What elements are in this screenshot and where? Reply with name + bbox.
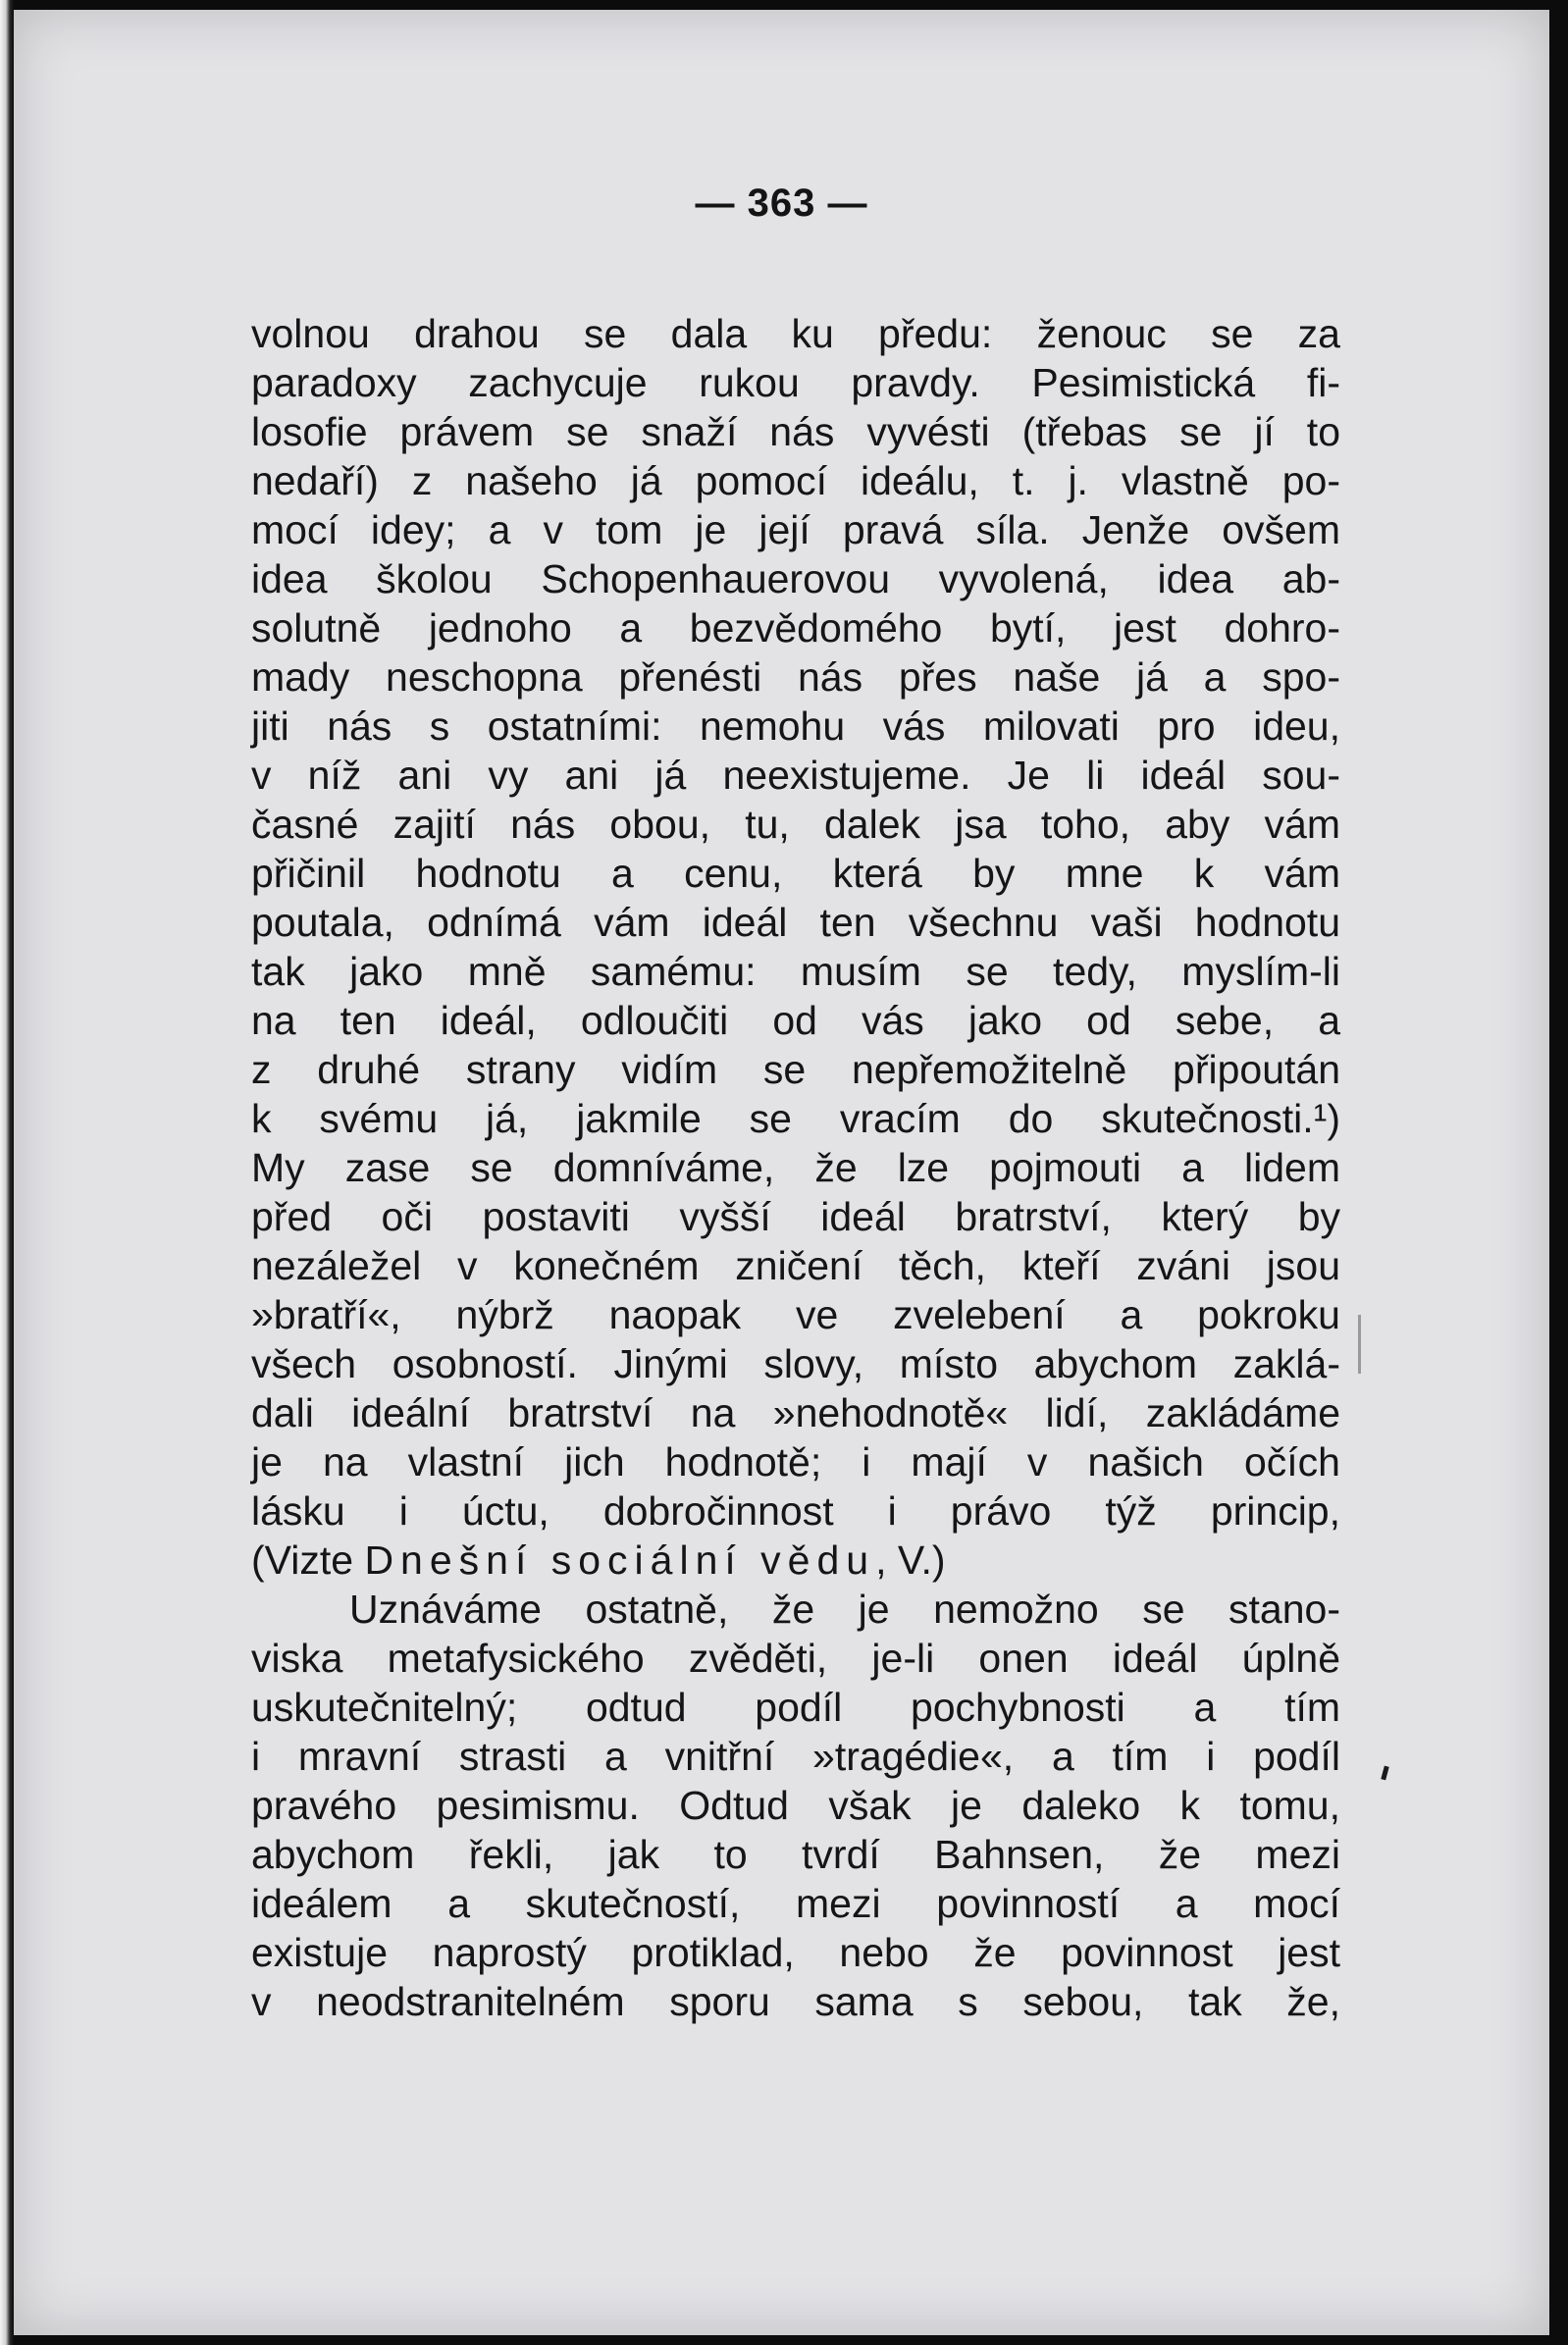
text-line: ideálem a skutečností, mezi povinností a mocí xyxy=(251,1881,1340,1926)
text-line: nezáležel v konečném zničení těch, kteří zváni jsou xyxy=(251,1243,1340,1288)
text-line: je na vlastní jich hodnotě; i mají v našich očích xyxy=(251,1439,1340,1485)
text-line: idea školou Schopenhauerovou vyvolená, idea ab- xyxy=(251,556,1340,601)
citation-line xyxy=(251,1536,1340,1585)
scan-right-edge xyxy=(1549,0,1568,2345)
text-line: abychom řekli, jak to tvrdí Bahnsen, že mezi xyxy=(251,1832,1340,1877)
text-line: »bratří«, nýbrž naopak ve zvelebení a pokroku xyxy=(251,1292,1340,1337)
text-line: poutala, odnímá vám ideál ten všechnu vaši hodnotu xyxy=(251,900,1340,945)
text-line: uskutečnitelný; odtud podíl pochybnosti a tím xyxy=(251,1685,1340,1730)
text-line: tak jako mně samému: musím se tedy, myslím-li xyxy=(251,949,1340,994)
text-line: existuje naprostý protiklad, nebo že povinnost jest xyxy=(251,1930,1340,1975)
text-line: časné zajití nás obou, tu, dalek jsa toho, aby vám xyxy=(251,802,1340,847)
page-number: — 363 — xyxy=(695,182,868,225)
scan-speck xyxy=(1358,1315,1361,1374)
text-line: My zase se domníváme, že lze pojmouti a lidem xyxy=(251,1145,1340,1190)
text-line: losofie právem se snaží nás vyvésti (třebas se jí to xyxy=(251,409,1340,454)
text-line: dali ideální bratrství na »nehodnotě« lidí, zakládáme xyxy=(251,1390,1340,1435)
paragraph-start: Uznáváme ostatně, že je nemožno se stano- xyxy=(349,1587,1340,1632)
text-line: solutně jednoho a bezvědomého bytí, jest dohro- xyxy=(251,605,1340,651)
text-line: mady neschopna přenésti nás přes naše já a spo- xyxy=(251,654,1340,700)
text-line: jiti nás s ostatními: nemohu vás milovati pro ideu, xyxy=(251,704,1340,749)
text-line: k svému já, jakmile se vracím do skutečnosti.¹) xyxy=(251,1096,1340,1141)
book-page xyxy=(14,10,1549,2335)
text-line: všech osobností. Jinými slovy, místo abychom zaklá- xyxy=(251,1341,1340,1386)
citation-title: Dnešní sociální vědu xyxy=(364,1537,876,1583)
text-line: volnou drahou se dala ku předu: ženouc se za xyxy=(251,311,1340,356)
text-line: v níž ani vy ani já neexistujeme. Je li ideál sou- xyxy=(251,753,1340,798)
text-line: mocí idey; a v tom je její pravá síla. Jenže ovšem xyxy=(251,507,1340,552)
text-line: z druhé strany vidím se nepřemožitelně připoután xyxy=(251,1047,1340,1092)
text-line: na ten ideál, odloučiti od vás jako od sebe, a xyxy=(251,998,1340,1043)
text-line: lásku i úctu, dobročinnost i právo týž princip, xyxy=(251,1488,1340,1534)
page-text xyxy=(251,309,1340,2026)
text-line: i mravní strasti a vnitřní »tragédie«, a tím i podíl xyxy=(251,1734,1340,1779)
scan-speck xyxy=(1381,1766,1388,1781)
scan-left-edge xyxy=(0,0,14,2345)
text-line: v neodstranitelném sporu sama s sebou, tak že, xyxy=(251,1979,1340,2024)
text-line: přičinil hodnotu a cenu, která by mne k vám xyxy=(251,851,1340,896)
citation-close: , V.) xyxy=(875,1537,946,1583)
text-line: paradoxy zachycuje rukou pravdy. Pesimistická fi- xyxy=(251,360,1340,405)
text-line: pravého pesimismu. Odtud však je daleko k tomu, xyxy=(251,1783,1340,1828)
text-line: nedaří) z našeho já pomocí ideálu, t. j. vlastně po- xyxy=(251,458,1340,503)
citation-open: (Vizte xyxy=(251,1537,365,1583)
text-line: viska metafysického zvěděti, je-li onen ideál úplně xyxy=(251,1636,1340,1681)
text-line: před oči postaviti vyšší ideál bratrství, který by xyxy=(251,1194,1340,1239)
